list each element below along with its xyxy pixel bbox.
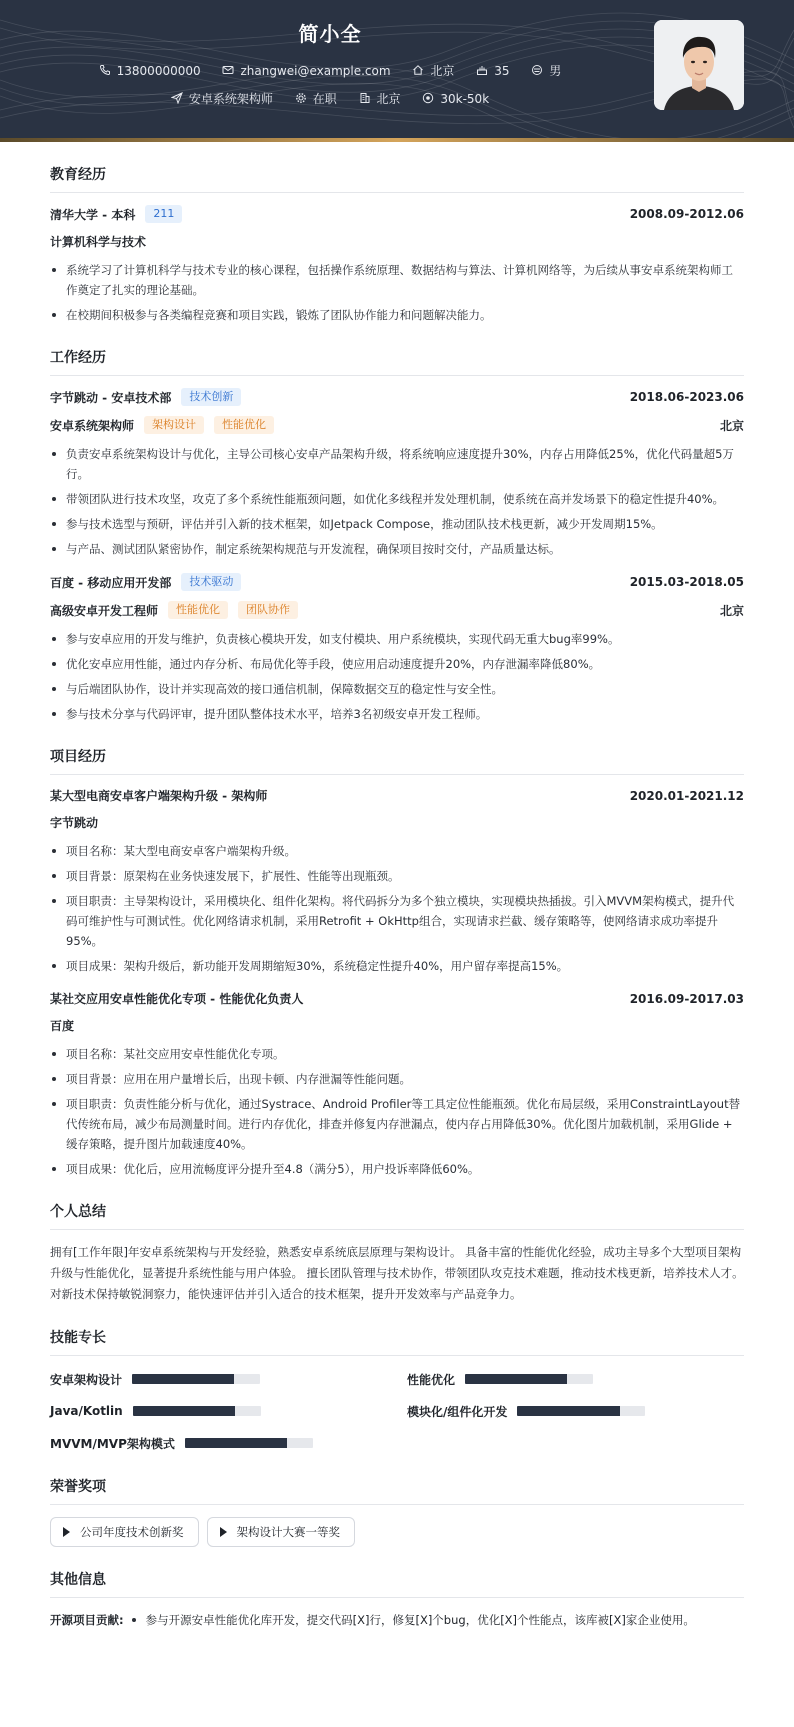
work-title: 工作经历 [50,347,744,376]
skill-item [50,1400,387,1422]
project-date: 2016.09-2017.03 [629,991,744,1006]
projects-section [50,746,744,1179]
email-text: zhangwei@example.com [240,64,391,78]
summary-title: 个人总结 [50,1201,744,1230]
skill-level-bar [133,1406,261,1416]
skill-item [50,1432,387,1454]
work-location: 北京 [719,603,744,618]
other-title: 其他信息 [50,1569,744,1598]
skill-item [407,1400,744,1422]
skill-item [407,1368,744,1390]
home-icon [412,64,424,76]
coin-icon [422,92,434,104]
skill-level-fill [132,1374,234,1384]
list-item: 项目成果：架构升级后，新功能开发周期缩短30%，系统稳定性提升40%，用户留存率提高15%。 [50,956,744,976]
play-triangle-icon [220,1527,227,1537]
skill-name: 性能优化 [407,1372,456,1387]
gear-icon [295,92,307,104]
list-item: 项目成果：优化后，应用流畅度评分提升至4.8（满分5），用户投诉率降低60%。 [50,1159,744,1179]
skill-level-fill [133,1406,235,1416]
target-position-item [171,90,273,107]
list-item: 优化安卓应用性能，通过内存分析、布局优化等手段，使应用启动速度提升20%，内存泄漏率降低80%。 [50,654,744,674]
list-item: 负责安卓系统架构设计与优化，主导公司核心安卓产品架构升级，将系统响应速度提升30%，内存占用降低25%，优化代码量超5万行。 [50,444,744,484]
gender-icon [531,64,543,76]
award-chip [207,1517,356,1547]
school-name: 清华大学 - 本科 [50,207,136,222]
awards-section [50,1476,744,1547]
list-item: 项目名称：某大型电商安卓客户端架构升级。 [50,841,744,861]
project-entry-header [50,990,744,1007]
salary-text: 30k-50k [440,92,490,106]
gender-text: 男 [549,64,562,78]
work-bullets [50,444,744,559]
list-item: 项目背景：原架构在业务快速发展下，扩展性、性能等出现瓶颈。 [50,866,744,886]
project-entry-header [50,787,744,804]
phone-text: 13800000000 [116,64,201,78]
salary-item [422,92,489,106]
education-title: 教育经历 [50,164,744,193]
mail-icon [222,64,234,76]
email-item [222,64,390,78]
other-text: 参与开源安卓性能优化库开发，提交代码[X]行，修复[X]个bug，优化[X]个性能点，该库被[X]家企业使用。 [124,1610,695,1630]
profile-photo [654,20,744,110]
position-tag: 架构设计 [144,416,204,434]
resume-header [0,0,794,142]
major-name: 计算机科学与技术 [50,235,147,249]
company-name: 字节跳动 - 安卓技术部 [50,390,172,405]
position-name: 安卓系统架构师 [50,418,135,433]
skill-item [50,1368,387,1390]
list-item: 项目职责：负责性能分析与优化，通过Systrace、Android Profiler等工具定位性能瓶颈。优化布局层级，采用ConstraintLayout替代传统布局，减少布局测量时间。进行内存优化，排查并修复内存泄漏点，使内存占用降低30%。优化图片加载机制，采用Glide + 缓存策略，提升图片加载速度40%。 [50,1094,744,1154]
awards-title: 荣誉奖项 [50,1476,744,1505]
skill-name: 模块化/组件化开发 [407,1404,508,1419]
skill-name: MVVM/MVP架构模式 [50,1436,175,1451]
play-triangle-icon [63,1527,70,1537]
work-entry-header [50,388,744,406]
candidate-name: 简小全 [298,22,362,46]
header-gold-divider [0,138,794,142]
skill-level-fill [185,1438,287,1448]
school-tag: 211 [145,205,182,223]
skill-level-fill [517,1406,619,1416]
list-item: 参与技术分享与代码评审，提升团队整体技术水平，培养3名初级安卓开发工程师。 [50,704,744,724]
cake-icon [476,64,488,76]
skills-grid [50,1368,744,1454]
age-item [476,64,509,78]
summary-section [50,1201,744,1305]
company-name: 百度 - 移动应用开发部 [50,575,172,590]
resume-body [0,164,794,1630]
other-info-row [50,1610,744,1630]
phone-item [99,64,201,78]
building-icon [359,92,371,104]
target-city-item [359,90,401,107]
project-org: 字节跳动 [50,816,99,830]
age-text: 35 [494,64,510,78]
status-item [295,90,337,107]
award-label: 架构设计大赛一等奖 [236,1525,340,1539]
list-item: 系统学习了计算机科学与技术专业的核心课程，包括操作系统原理、数据结构与算法、计算机网络等，为后续从事安卓系统架构师工作奠定了扎实的理论基础。 [50,260,744,300]
job-intent-row [0,90,660,107]
list-item: 带领团队进行技术攻坚，攻克了多个系统性能瓶颈问题，如优化多线程并发处理机制，使系统在高并发场景下的稳定性提升40%。 [50,489,744,509]
other-label: 开源项目贡献: [50,1613,124,1627]
target-city-text: 北京 [376,92,401,106]
skill-level-bar [132,1374,260,1384]
skill-name: 安卓架构设计 [50,1372,123,1387]
awards-list [50,1517,744,1547]
award-chip [50,1517,199,1547]
project-name: 某大型电商安卓客户端架构升级 - 架构师 [50,789,268,803]
skill-level-bar [185,1438,313,1448]
target-position-text: 安卓系统架构师 [188,92,273,106]
education-bullets [50,260,744,325]
position-tag: 性能优化 [168,601,228,619]
skill-name: Java/Kotlin [50,1404,123,1418]
summary-text: 拥有[工作年限]年安卓系统架构与开发经验，熟悉安卓系统底层原理与架构设计。 具备丰富的性能优化经验，成功主导多个大型项目架构升级与性能优化，显著提升系统性能与用户体验。 擅长团队管理与技术协作，带领团队攻克技术难题，推动技术栈更新，培养技术人才。 对新技术保持敏锐洞察力，能快速评估并引入适合的技术框架，提升开发效率与产品竞争力。 [50,1245,744,1301]
city-item [412,62,454,79]
award-label: 公司年度技术创新奖 [80,1525,184,1539]
skill-level-bar [465,1374,593,1384]
position-tag: 团队协作 [238,601,298,619]
project-org: 百度 [50,1019,75,1033]
contact-info-row [0,62,660,79]
list-item: 在校期间积极参与各类编程竞赛和项目实践，锻炼了团队协作能力和问题解决能力。 [50,305,744,325]
skills-title: 技能专长 [50,1327,744,1356]
work-date: 2015.03-2018.05 [629,575,744,589]
list-item: 与产品、测试团队紧密协作，制定系统架构规范与开发流程，确保项目按时交付，产品质量达标。 [50,539,744,559]
company-tag: 技术创新 [181,388,241,406]
other-section [50,1569,744,1630]
list-item: 参与技术选型与预研，评估并引入新的技术框架，如Jetpack Compose，推动团队技术栈更新，减少开发周期15%。 [50,514,744,534]
work-section [50,347,744,724]
status-text: 在职 [312,92,337,106]
skill-level-bar [517,1406,645,1416]
project-name: 某社交应用安卓性能优化专项 - 性能优化负责人 [50,992,304,1006]
project-bullets [50,841,744,976]
projects-title: 项目经历 [50,746,744,775]
position-name: 高级安卓开发工程师 [50,603,159,618]
education-date: 2008.09-2012.06 [629,207,744,221]
city-text: 北京 [430,64,455,78]
education-entry-header [50,205,744,223]
portrait-illustration [654,20,744,110]
list-item: 项目背景：应用在用户量增长后，出现卡顿、内存泄漏等性能问题。 [50,1069,744,1089]
gender-item [531,62,561,79]
project-bullets [50,1044,744,1179]
work-bullets [50,629,744,724]
skills-section [50,1327,744,1454]
phone-icon [99,64,111,76]
work-position-row [50,416,744,434]
list-item: 项目名称：某社交应用安卓性能优化专项。 [50,1044,744,1064]
position-tag: 性能优化 [214,416,274,434]
work-position-row [50,601,744,619]
project-date: 2020.01-2021.12 [629,788,744,803]
work-entry-header [50,573,744,591]
education-section [50,164,744,325]
work-location: 北京 [719,418,744,433]
list-item: 与后端团队协作，设计并实现高效的接口通信机制，保障数据交互的稳定性与安全性。 [50,679,744,699]
send-icon [171,92,183,104]
list-item: 项目职责：主导架构设计，采用模块化、组件化架构。将代码拆分为多个独立模块，实现模块热插拔。引入MVVM架构模式，提升代码可维护性与可测试性。优化网络请求机制，采用Retrofit + OkHttp组合，实现请求拦截、缓存策略等，使网络请求成功率提升95%。 [50,891,744,951]
work-date: 2018.06-2023.06 [629,390,744,404]
skill-level-fill [465,1374,567,1384]
company-tag: 技术驱动 [181,573,241,591]
list-item: 参与安卓应用的开发与维护，负责核心模块开发，如支付模块、用户系统模块，实现代码无重大bug率99%。 [50,629,744,649]
